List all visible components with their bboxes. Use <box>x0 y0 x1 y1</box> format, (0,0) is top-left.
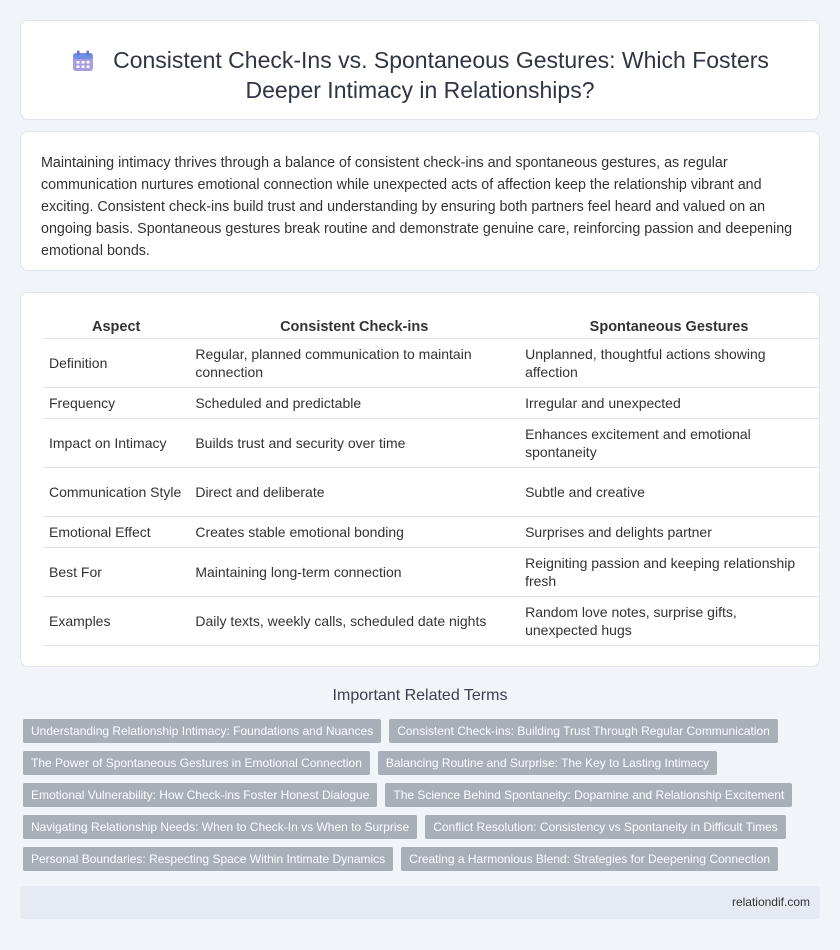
related-term-tag[interactable]: Balancing Routine and Surprise: The Key to Lasting Intimacy <box>378 751 717 775</box>
related-term-tag[interactable]: Creating a Harmonious Blend: Strategies for Deepening Connection <box>401 847 778 871</box>
table-row <box>43 596 819 645</box>
title-card <box>20 20 820 120</box>
related-term-tag[interactable]: The Power of Spontaneous Gestures in Emotional Connection <box>23 751 370 775</box>
related-terms-heading: Important Related Terms <box>332 687 508 704</box>
calendar-icon <box>71 49 95 73</box>
row-aspect: Examples <box>43 596 189 645</box>
row-gestures: Unplanned, thoughtful actions showing affection <box>519 338 819 387</box>
related-term-tag[interactable]: Emotional Vulnerability: How Check-ins Foster Honest Dialogue <box>23 783 377 807</box>
title-line-1: Consistent Check-Ins vs. Spontaneous Gestures: Which Fosters <box>113 47 769 73</box>
related-term-tag[interactable]: Conflict Resolution: Consistency vs Spontaneity in Difficult Times <box>425 815 786 839</box>
row-gestures: Reigniting passion and keeping relationship fresh <box>519 547 819 596</box>
row-gestures: Irregular and unexpected <box>519 387 819 418</box>
title-line-2: Deeper Intimacy in Relationships? <box>245 77 595 103</box>
related-term-tag[interactable]: Navigating Relationship Needs: When to Check-In vs When to Surprise <box>23 815 417 839</box>
related-term-tag[interactable]: Consistent Check-ins: Building Trust Through Regular Communication <box>389 719 778 743</box>
table-row <box>43 387 819 418</box>
tag-row <box>23 815 823 839</box>
tag-row <box>23 751 823 775</box>
row-check-ins: Builds trust and security over time <box>189 418 519 467</box>
row-check-ins: Maintaining long-term connection <box>189 547 519 596</box>
page-title <box>21 45 819 105</box>
row-gestures: Enhances excitement and emotional spontaneity <box>519 418 819 467</box>
related-term-tag[interactable]: The Science Behind Spontaneity: Dopamine and Relationship Excitement <box>385 783 792 807</box>
comparison-card <box>20 292 820 667</box>
row-gestures: Surprises and delights partner <box>519 516 819 547</box>
footer <box>20 886 820 919</box>
header-spontaneous-gestures: Spontaneous Gestures <box>519 316 819 338</box>
header-consistent-check-ins: Consistent Check-ins <box>189 316 519 338</box>
tag-row <box>23 847 823 871</box>
table-row <box>43 338 819 387</box>
row-check-ins: Regular, planned communication to maintain connection <box>189 338 519 387</box>
table-row <box>43 516 819 547</box>
intro-card <box>20 131 820 271</box>
row-check-ins: Creates stable emotional bonding <box>189 516 519 547</box>
tag-row <box>23 783 823 807</box>
row-gestures: Subtle and creative <box>519 467 819 516</box>
row-gestures: Random love notes, surprise gifts, unexpected hugs <box>519 596 819 645</box>
tag-row <box>23 719 823 743</box>
row-aspect: Emotional Effect <box>43 516 189 547</box>
table-header-row <box>43 316 819 338</box>
related-term-tag[interactable]: Personal Boundaries: Respecting Space Within Intimate Dynamics <box>23 847 393 871</box>
row-aspect: Impact on Intimacy <box>43 418 189 467</box>
row-check-ins: Daily texts, weekly calls, scheduled date nights <box>189 596 519 645</box>
row-aspect: Communication Style <box>43 467 189 516</box>
row-check-ins: Direct and deliberate <box>189 467 519 516</box>
related-term-tag[interactable]: Understanding Relationship Intimacy: Foundations and Nuances <box>23 719 381 743</box>
comparison-table <box>43 316 819 646</box>
table-row <box>43 467 819 516</box>
related-terms-list <box>23 719 823 879</box>
table-row <box>43 547 819 596</box>
row-aspect: Best For <box>43 547 189 596</box>
site-name[interactable]: relationdif.com <box>731 895 810 909</box>
header-aspect: Aspect <box>43 316 189 338</box>
intro-paragraph: Maintaining intimacy thrives through a balance of consistent check-ins and spontaneous gestures, as regular communication nurtures emotional connection while unexpected acts of affection keep the relationship vibrant and exciting. Consistent check-ins build trust and understanding by ensuring both partners feel heard and valued on an ongoing basis. Spontaneous gestures break routine and demonstrate genuine care, reinforcing passion and deepening emotional bonds. <box>41 155 793 259</box>
row-check-ins: Scheduled and predictable <box>189 387 519 418</box>
table-row <box>43 418 819 467</box>
row-aspect: Frequency <box>43 387 189 418</box>
row-aspect: Definition <box>43 338 189 387</box>
